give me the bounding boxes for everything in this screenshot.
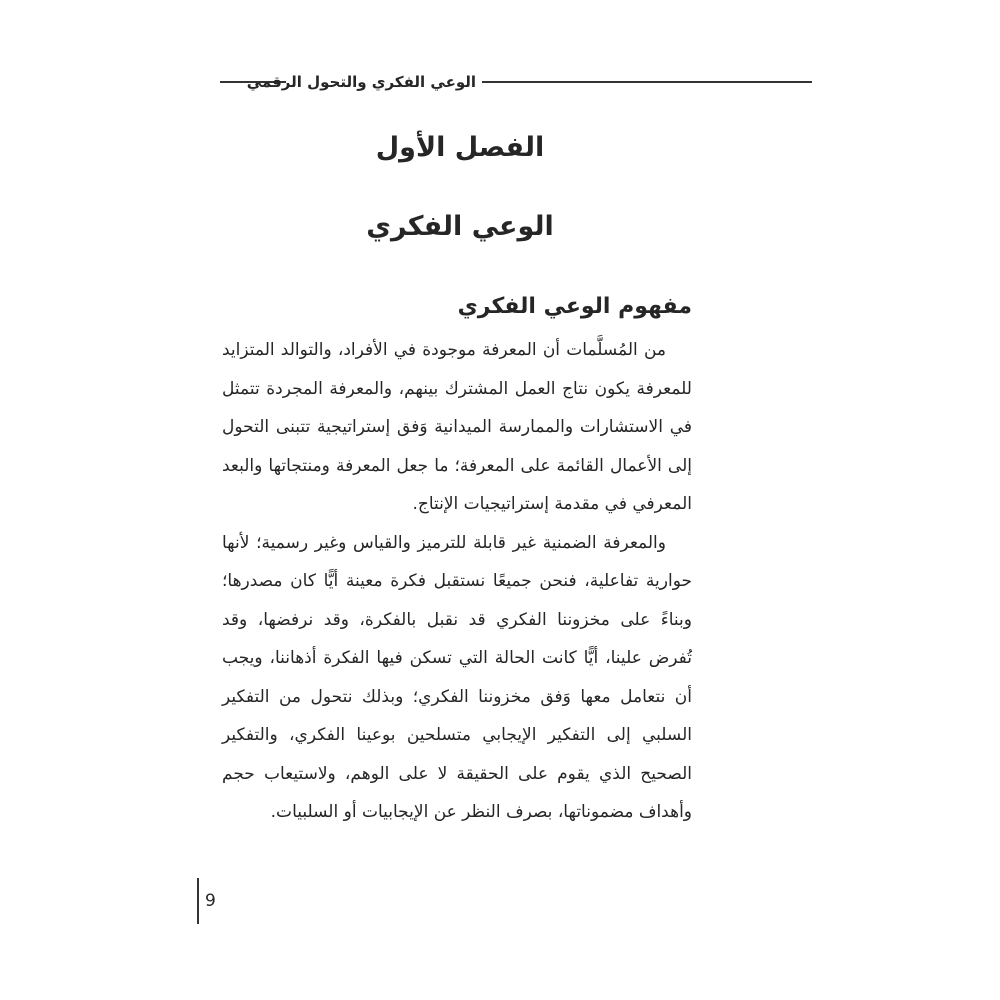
body-text bbox=[222, 331, 692, 832]
paragraph-2: والمعرفة الضمنية غير قابلة للترميز والقياس وغير رسمية؛ لأنها حوارية تفاعلية، فنحن جميعًا نستقبل فكرة معينة أيًّا كان مصدرها؛ وبناءً على مخزوننا الفكري قد نقبل بالفكرة، وقد نرفضها، وقد تُفرض علينا، أيًّا كانت الحالة التي تسكن فيها الفكرة أذهاننا، ويجب أن نتعامل معها وَفق مخزوننا الفكري؛ وبذلك نتحول من التفكير السلبي إلى التفكير الإيجابي متسلحين بوعينا الفكري، والتفكير الصحيح الذي يقوم على الحقيقة لا على الوهم، ولاستيعاب حجم وأهداف مضموناتها، بصرف النظر عن الإيجابيات أو السلبيات. bbox=[222, 532, 692, 822]
chapter-title: الوعي الفكري bbox=[366, 211, 554, 242]
section-heading: مفهوم الوعي الفكري bbox=[457, 294, 692, 319]
running-title: الوعي الفكري والتحول الرقمي bbox=[246, 73, 476, 91]
chapter-number: الفصل الأول bbox=[375, 132, 545, 163]
running-header bbox=[220, 70, 812, 94]
paragraph-1: من المُسلَّمات أن المعرفة موجودة في الأفراد، والتوالد المتزايد للمعرفة يكون نتاج العمل المشترك بينهم، والمعرفة المجردة تتمثل في الاستشارات والممارسة الميدانية وَفق إستراتيجية تتبنى التحول إلى الأعمال القائمة على المعرفة؛ ما جعل المعرفة ومنتجاتها والبعد المعرفي في مقدمة إستراتيجيات الإنتاج. bbox=[222, 340, 692, 514]
page-number-rule bbox=[197, 878, 199, 924]
header-rule-right bbox=[482, 81, 812, 83]
page-number: 9 bbox=[205, 891, 216, 911]
